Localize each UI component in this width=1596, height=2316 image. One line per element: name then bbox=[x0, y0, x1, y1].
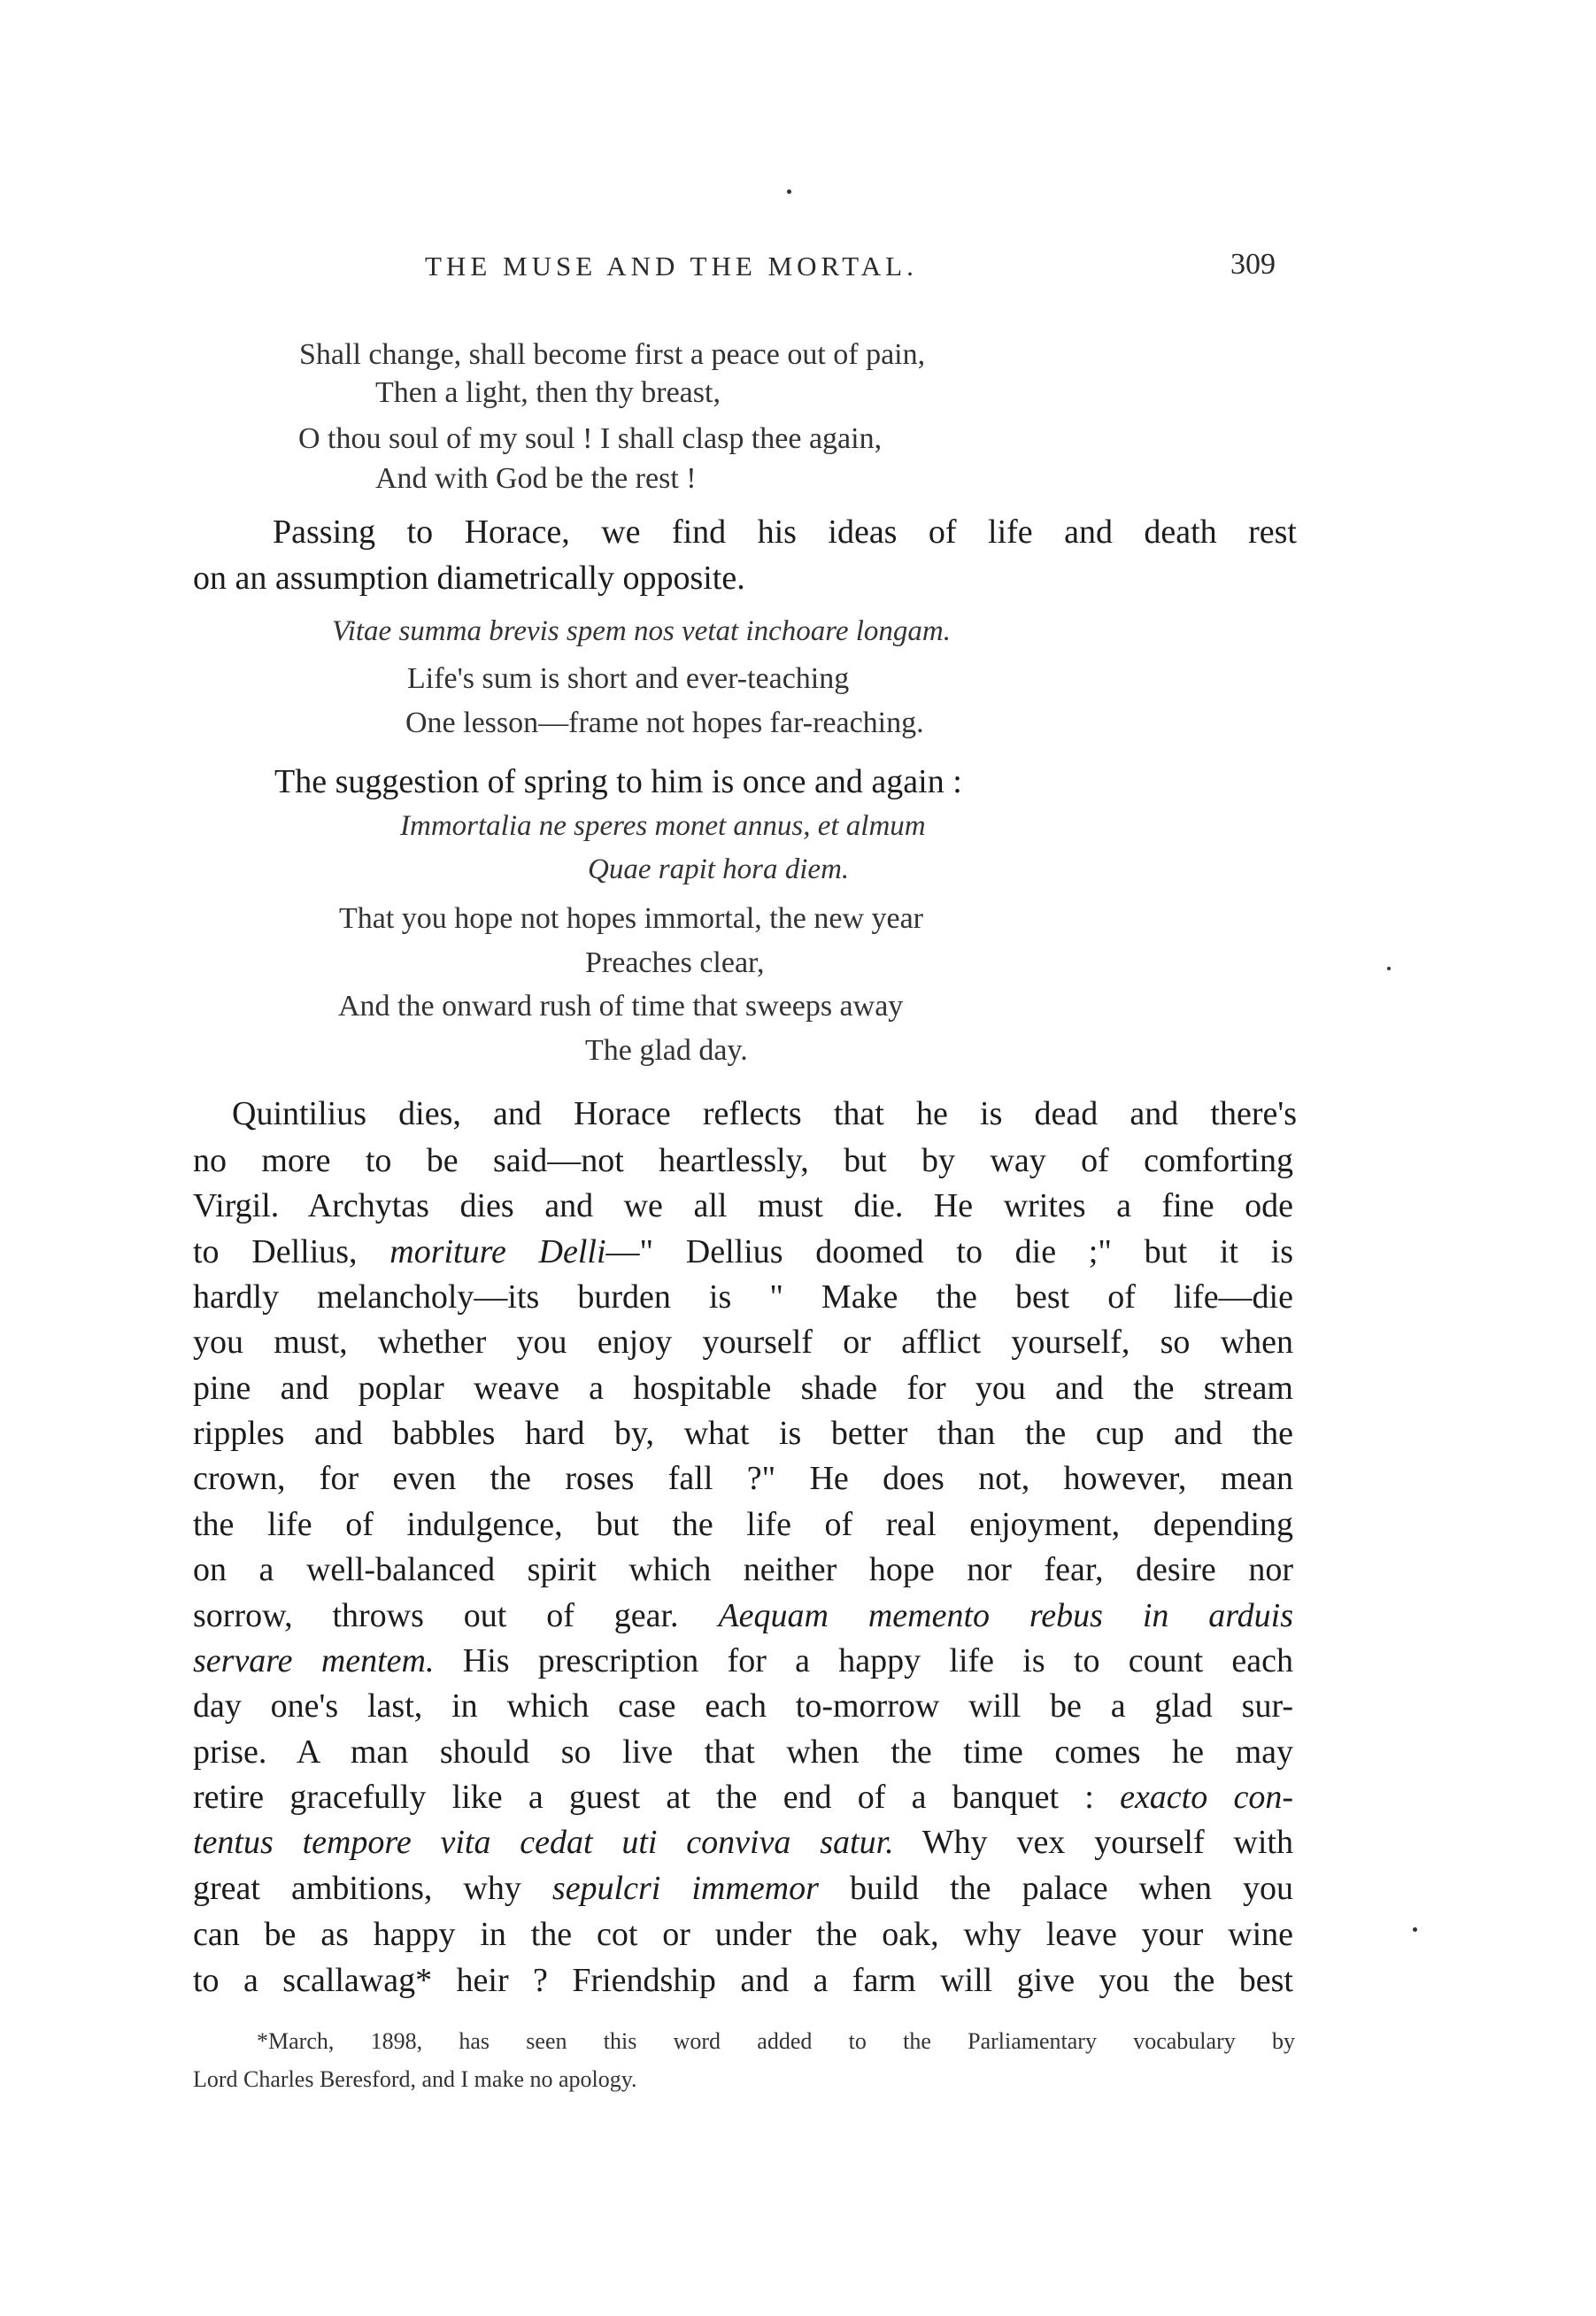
paragraph-line: day one's last, in which case each to-morrow will be a glad sur- bbox=[193, 1687, 1293, 1725]
paragraph-line bbox=[193, 1780, 1293, 1814]
text-run: His prescription for a happy life is to count each bbox=[434, 1642, 1293, 1679]
paragraph-line: Passing to Horace, we find his ideas of life and death rest bbox=[273, 513, 1297, 551]
paragraph-line: The suggestion of spring to him is once and again : bbox=[274, 763, 962, 800]
paragraph-line bbox=[193, 1235, 1293, 1269]
translation-line: And the onward rush of time that sweeps away bbox=[338, 990, 904, 1023]
footnote-line: Lord Charles Beresford, and I make no apology. bbox=[193, 2066, 637, 2092]
latin-phrase: servare mentem. bbox=[193, 1642, 435, 1679]
running-title: THE MUSE AND THE MORTAL. bbox=[425, 251, 918, 282]
latin-phrase: sepulcri immemor bbox=[551, 1870, 819, 1907]
text-run: Why vex yourself with bbox=[893, 1824, 1293, 1861]
verse-line: O thou soul of my soul ! I shall clasp thee again, bbox=[298, 422, 883, 455]
verse-line: Then a light, then thy breast, bbox=[375, 376, 721, 409]
paragraph-line: you must, whether you enjoy yourself or afflict yourself, so when bbox=[193, 1324, 1293, 1361]
paragraph-line bbox=[193, 1644, 1293, 1678]
translation-line: Life's sum is short and ever-teaching bbox=[407, 662, 850, 695]
latin-phrase: moriture Delli bbox=[389, 1233, 606, 1270]
text-run: great ambitions, why bbox=[193, 1870, 552, 1907]
paragraph-line: Quintilius dies, and Horace reflects that he is dead and there's bbox=[232, 1095, 1297, 1132]
translation-line: Preaches clear, bbox=[585, 946, 765, 979]
paragraph-line: hardly melancholy—its burden is " Make the best of life—die bbox=[193, 1278, 1293, 1316]
verse-line: And with God be the rest ! bbox=[375, 462, 697, 495]
latin-phrase: Aequam memento rebus in arduis bbox=[718, 1597, 1294, 1634]
latin-phrase: tentus tempore vita cedat uti conviva satur. bbox=[193, 1824, 894, 1861]
verse-line: Shall change, shall become first a peace out of pain, bbox=[299, 338, 926, 371]
text-run: sorrow, throws out of gear. bbox=[193, 1597, 719, 1634]
paragraph-line bbox=[193, 1826, 1293, 1859]
print-speck bbox=[787, 189, 791, 194]
text-run: to Dellius, bbox=[193, 1233, 390, 1270]
page-number: 309 bbox=[1230, 248, 1276, 281]
paragraph-line: can be as happy in the cot or under the oak, why leave your wine bbox=[193, 1916, 1293, 1953]
paragraph-line: crown, for even the roses fall ?" He does not, however, mean bbox=[193, 1460, 1293, 1497]
translation-line: The glad day. bbox=[585, 1034, 748, 1067]
latin-phrase: exacto con- bbox=[1120, 1779, 1293, 1816]
text-run: retire gracefully like a guest at the end of a banquet : bbox=[193, 1779, 1121, 1816]
paragraph-line: prise. A man should so live that when the time comes he may bbox=[193, 1733, 1293, 1771]
latin-quotation: Immortalia ne speres monet annus, et almum bbox=[400, 810, 926, 842]
text-run: —" Dellius doomed to die ;" but it is bbox=[605, 1233, 1294, 1270]
translation-line: That you hope not hopes immortal, the new year bbox=[339, 902, 923, 935]
paragraph-line: to a scallawag* heir ? Friendship and a farm will give you the best bbox=[193, 1962, 1293, 1999]
paragraph-line: Virgil. Archytas dies and we all must die. He writes a fine ode bbox=[193, 1187, 1293, 1224]
print-speck bbox=[1387, 967, 1391, 970]
latin-quotation: Vitae summa brevis spem nos vetat inchoare longam. bbox=[332, 615, 951, 647]
paragraph-line: pine and poplar weave a hospitable shade for you and the stream bbox=[193, 1370, 1293, 1407]
paragraph-line: on an assumption diametrically opposite. bbox=[193, 560, 745, 597]
paragraph-line bbox=[193, 1872, 1293, 1905]
paragraph-line: ripples and babbles hard by, what is better than the cup and the bbox=[193, 1415, 1293, 1452]
print-speck bbox=[1413, 1927, 1417, 1932]
paragraph-line bbox=[193, 1599, 1293, 1633]
text-run: build the palace when you bbox=[818, 1870, 1294, 1907]
paragraph-line: on a well-balanced spirit which neither hope nor fear, desire nor bbox=[193, 1551, 1293, 1588]
paragraph-line: the life of indulgence, but the life of real enjoyment, depending bbox=[193, 1506, 1293, 1543]
paragraph-line: no more to be said—not heartlessly, but by way of comforting bbox=[193, 1142, 1293, 1179]
footnote-line: *March, 1898, has seen this word added to the Parliamentary vocabulary by bbox=[257, 2028, 1295, 2054]
translation-line: One lesson—frame not hopes far-reaching. bbox=[405, 706, 924, 739]
latin-quotation: Quae rapit hora diem. bbox=[588, 853, 850, 885]
